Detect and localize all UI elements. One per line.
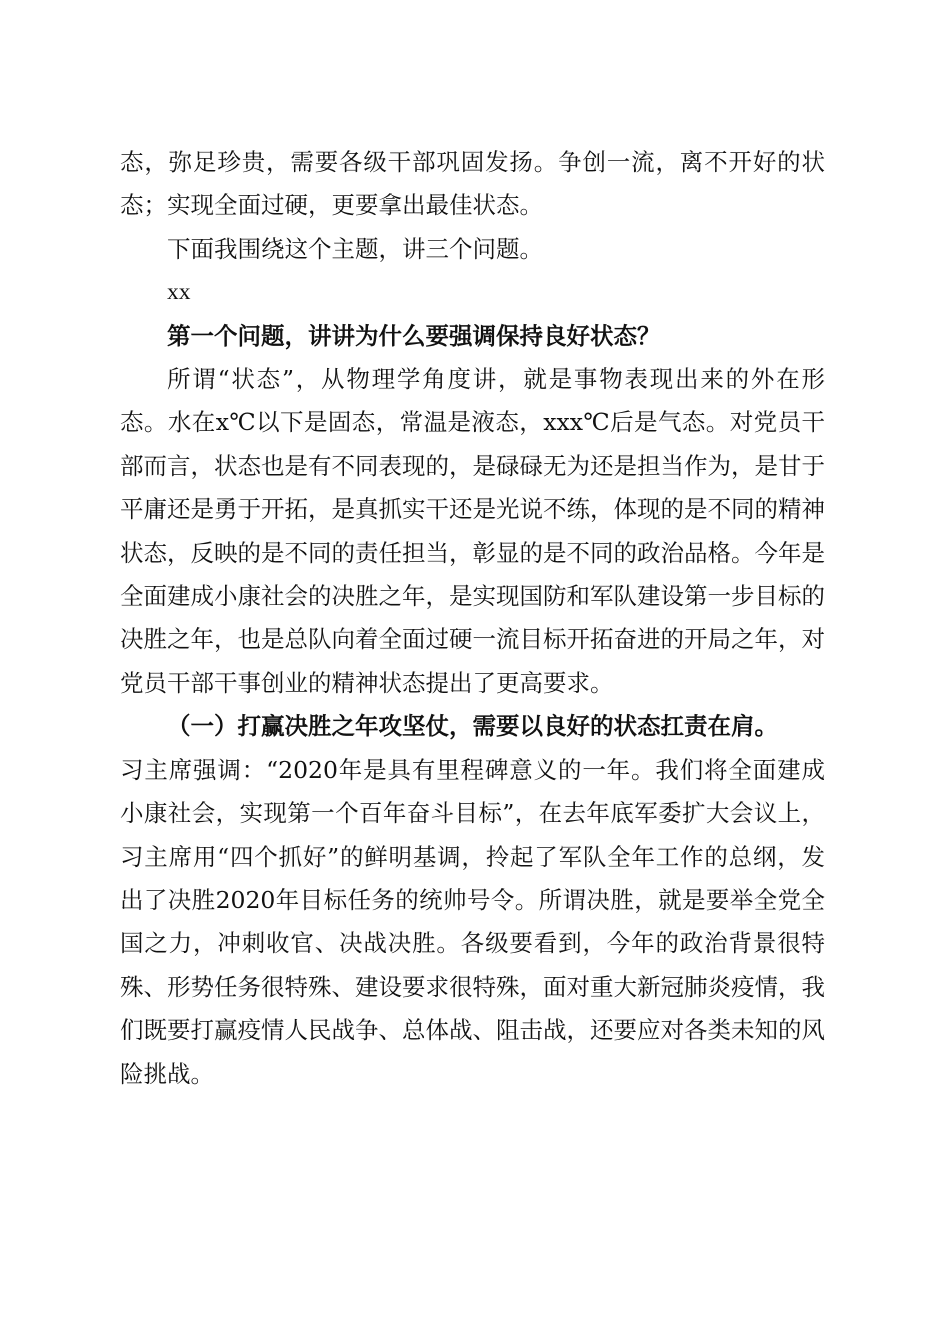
paragraph-intro: 下面我围绕这个主题，讲三个问题。 xyxy=(167,234,543,263)
subsection-heading-1: （一）打赢决胜之年攻坚仗，需要以良好的状态扛责在肩。 xyxy=(167,712,778,741)
document-page xyxy=(120,141,825,1096)
paragraph-continuation: 态，弥足珍贵，需要各级干部巩固发扬。争创一流，离不开好的状态；实现全面过硬，更要拿出最佳状态。 xyxy=(120,148,825,220)
paragraph-state-definition: 所谓“状态”，从物理学角度讲，就是事物表现出来的外在形态。水在x℃以下是固态，常温是液态，xxx℃后是气态。对党员干部而言，状态也是有不同表现的，是碌碌无为还是担当作为，是甘于平庸还是勇于开拓，是真抓实干还是光说不练，体现的是不同的精神状态，反映的是不同的责任担当，彰显的是不同的政治品格。今年是全面建成小康社会的决胜之年，是实现国防和军队建设第一步目标的决胜之年，也是总队向着全面过硬一流目标开拓奋进的开局之年，对党员干部干事创业的精神状态提出了更高要求。 xyxy=(120,365,825,697)
section-heading-first-question: 第一个问题，讲讲为什么要强调保持良好状态？ xyxy=(167,321,661,350)
paragraph-decisive-year: 习主席强调：“2020年是具有里程碑意义的一年。我们将全面建成小康社会，实现第一个百年奋斗目标”，在去年底军委扩大会议上，习主席用“四个抓好”的鲜明基调，拎起了军队全年工作的总纲，发出了决胜2020年目标任务的统帅号令。所谓决胜，就是要举全党全国之力，冲刺收官、决战决胜。各级要看到，今年的政治背景很特殊、形势任务很特殊、建设要求很特殊，面对重大新冠肺炎疫情，我们既要打赢疫情人民战争、总体战、阻击战，还要应对各类未知的风险挑战。 xyxy=(120,755,825,1088)
paragraph-placeholder: xx xyxy=(167,279,191,306)
